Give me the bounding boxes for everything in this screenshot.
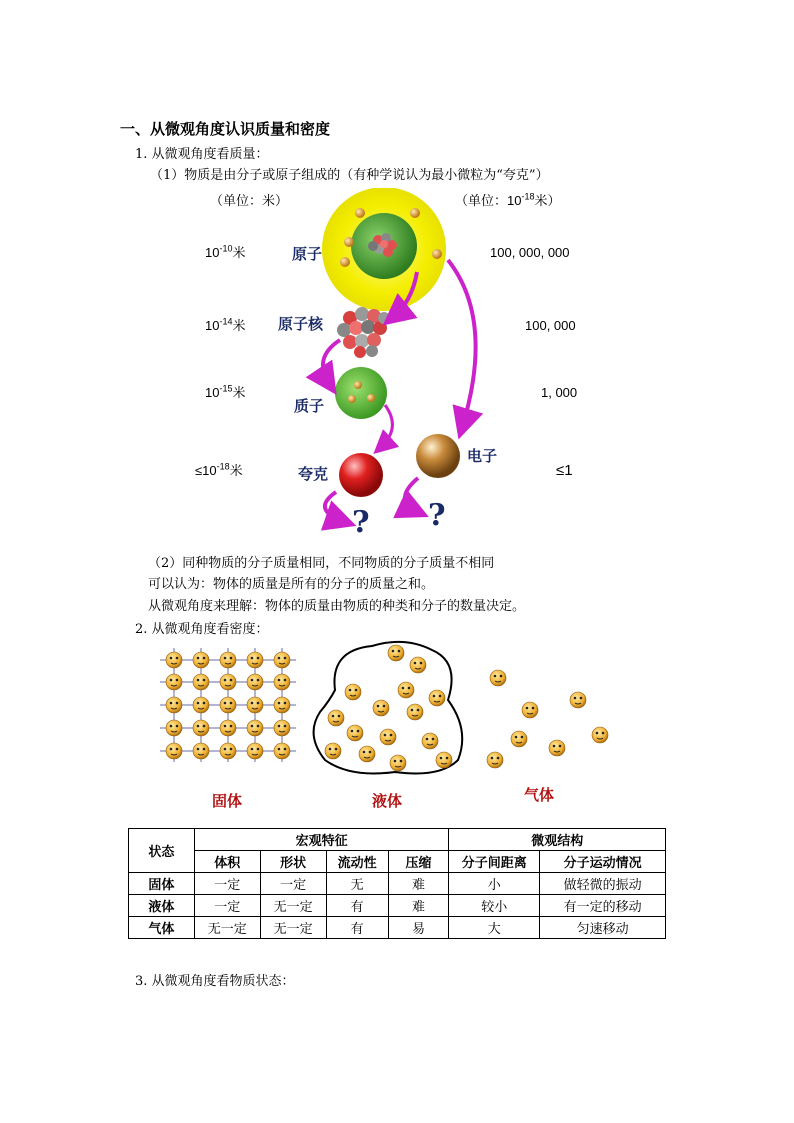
- arrow-quark-question: [325, 492, 345, 522]
- state-header: 状态: [129, 829, 195, 873]
- item1-line3: 从微观角度来理解：物体的质量由物质的种类和分子的数量决定。: [148, 599, 526, 614]
- unit-right: （单位：$10^{-18}$米）: [455, 191, 561, 208]
- table-cell: 做轻微的振动: [540, 873, 666, 895]
- arrow-nucleus-proton: [323, 340, 340, 385]
- label-quark: 夸克: [298, 465, 329, 483]
- states-diagram: [150, 636, 620, 786]
- arrow-electron-question: [405, 478, 418, 512]
- column-header: 体积: [194, 851, 260, 873]
- item3-title: 3. 从微观角度看物质状态：: [135, 974, 295, 989]
- column-header: 分子运动情况: [540, 851, 666, 873]
- item1-line2: 可以认为：物体的质量是所有的分子的质量之和。: [148, 577, 435, 592]
- unit-left: （单位：米）: [210, 193, 289, 208]
- size-quark: $\le 10^{-18}$米: [195, 461, 243, 478]
- table-cell: 无一定: [194, 917, 260, 939]
- row-state: 固体: [129, 873, 195, 895]
- micro-header: 微观结构: [449, 829, 666, 851]
- label-nucleus: 原子核: [278, 315, 324, 333]
- macro-header: 宏观特征: [194, 829, 449, 851]
- table-cell: 难: [388, 895, 449, 917]
- table-header-row-1: [129, 829, 666, 851]
- mass-proton: 1, 000: [541, 385, 578, 400]
- label-electron: 电子: [467, 447, 498, 465]
- size-proton: $10^{-15}$米: [205, 383, 246, 400]
- states-table: [128, 828, 666, 939]
- item1-title: 1. 从微观角度看质量：: [135, 147, 269, 162]
- mass-nucleus: 100, 000: [525, 318, 576, 333]
- item1-sub1: （1）物质是由分子或原子组成的（有种学说认为最小微粒为“夸克”）: [150, 168, 549, 183]
- column-header: 形状: [260, 851, 326, 873]
- table-cell: 难: [388, 873, 449, 895]
- table-cell: 大: [449, 917, 540, 939]
- table-cell: 一定: [194, 873, 260, 895]
- section-title: 一、从微观角度认识质量和密度: [120, 120, 331, 138]
- table-cell: 一定: [194, 895, 260, 917]
- table-header-row-2: [129, 851, 666, 873]
- label-solid: 固体: [212, 792, 243, 810]
- label-gas: 气体: [524, 786, 555, 804]
- question-mark-2: ?: [428, 498, 446, 533]
- table-cell: 较小: [449, 895, 540, 917]
- table-cell: 小: [449, 873, 540, 895]
- nucleus-cluster: [337, 307, 390, 358]
- gas-molecules: [487, 670, 608, 768]
- table-row: [129, 873, 666, 895]
- table-row: [129, 895, 666, 917]
- particle-diagram: [200, 188, 600, 538]
- question-mark-1: ?: [352, 505, 370, 540]
- item2-title: 2. 从微观角度看密度：: [135, 622, 269, 637]
- table-cell: 有: [326, 895, 388, 917]
- column-header: 压缩: [388, 851, 449, 873]
- arrow-atom-electron: [448, 260, 476, 428]
- item1-sub2: （2）同种物质的分子质量相同，不同物质的分子质量不相同: [148, 556, 495, 571]
- table-cell: 易: [388, 917, 449, 939]
- mass-atom: 100, 000, 000: [490, 245, 570, 260]
- label-proton: 质子: [294, 397, 325, 415]
- row-state: 液体: [129, 895, 195, 917]
- table-cell: 无: [326, 873, 388, 895]
- table-cell: 有: [326, 917, 388, 939]
- table-cell: 匀速移动: [540, 917, 666, 939]
- table-cell: 有一定的移动: [540, 895, 666, 917]
- table-cell: 一定: [260, 873, 326, 895]
- proton-ball: [335, 367, 387, 419]
- mass-quark: ≤1: [556, 462, 573, 479]
- table-row: [129, 917, 666, 939]
- row-state: 气体: [129, 917, 195, 939]
- size-nucleus: $10^{-14}$米: [205, 316, 246, 333]
- quark-ball: [339, 453, 383, 497]
- table-cell: 无一定: [260, 917, 326, 939]
- electron-ball: [416, 434, 460, 478]
- column-header: 分子间距离: [449, 851, 540, 873]
- label-atom: 原子: [292, 245, 323, 263]
- arrow-proton-quark: [380, 405, 392, 448]
- column-header: 流动性: [326, 851, 388, 873]
- table-cell: 无一定: [260, 895, 326, 917]
- size-atom: $10^{-10}$米: [205, 243, 246, 260]
- label-liquid: 液体: [372, 792, 403, 810]
